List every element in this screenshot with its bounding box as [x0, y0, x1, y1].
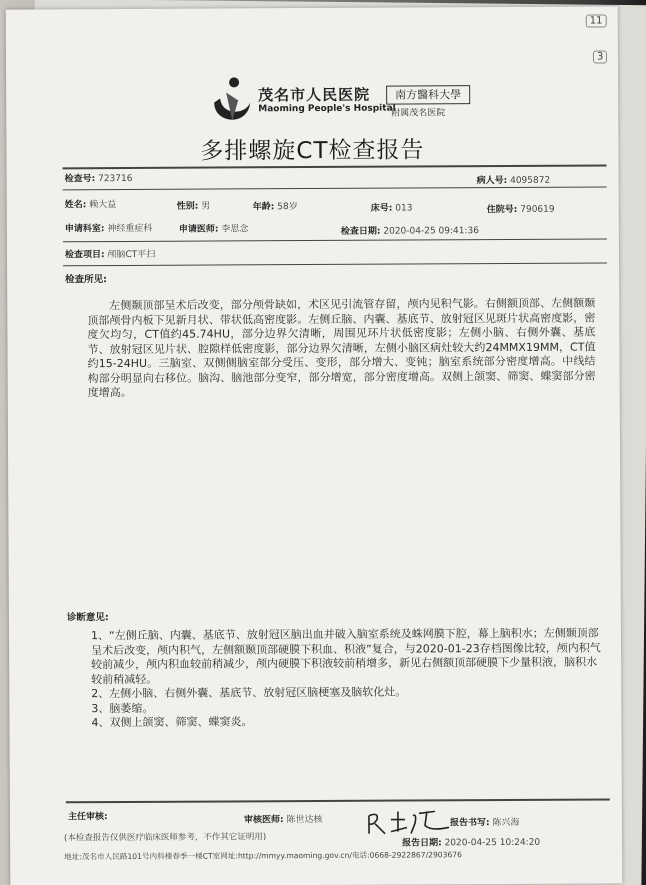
divider-4 — [63, 262, 607, 266]
writer-label: 报告书写: — [449, 818, 490, 829]
bed-label: 床号: — [370, 203, 393, 214]
dept-value: 神经重症科 — [107, 223, 153, 235]
doctor-value: 李思念 — [221, 224, 249, 235]
bed-value: 013 — [395, 203, 413, 214]
inpatient-value: 790619 — [520, 204, 555, 215]
inpatient-no — [487, 202, 555, 215]
report-date-value: 2020-04-25 10:24:20 — [444, 837, 541, 849]
primary-review-label: 主任审核: — [67, 812, 108, 823]
report-paper — [6, 6, 623, 885]
gender-label: 性别: — [176, 201, 199, 212]
request-dept — [65, 221, 153, 234]
exam-date-label: 检查日期: — [340, 226, 381, 237]
handwritten-signature — [365, 805, 455, 837]
exam-date-value: 2020-04-25 09:41:36 — [383, 226, 479, 237]
gender — [177, 199, 211, 212]
patient-name — [65, 197, 117, 210]
patient-no — [477, 173, 551, 186]
hospital-logo — [208, 72, 256, 132]
writer-value: 陈兴海 — [492, 817, 520, 829]
diagnosis-item: 3、脑萎缩。 — [91, 701, 154, 715]
divider-3 — [63, 238, 607, 242]
exam-no — [65, 171, 133, 184]
item-value: 颅脑CT平扫 — [107, 249, 156, 261]
name-value: 赖大益 — [89, 200, 117, 211]
exam-item — [65, 247, 155, 260]
doctor-label: 申请医师: — [178, 224, 219, 235]
patient-no-value: 4095872 — [510, 175, 551, 186]
report-title: 多排螺旋CT检查报告 — [200, 137, 425, 165]
dept-label: 申请科室: — [64, 224, 105, 235]
findings-text: 左侧颞顶部呈术后改变，部分颅骨缺如，术区见引流管存留，颅内见积气影。右侧额顶部、左侧额颞顶部颅骨内板下见新月状、带状低高密度影。左侧丘脑、内囊、基底节、放射冠区见斑片状高密度影，密度欠均匀，CT值约45.74HU，部分边界欠清晰，周围见环片状低密度影；左侧小脑、右侧外囊、基底节、放射冠区见片状、腔隙样低密度影，部分边界欠清晰，左侧小脑区病灶较大约24MMX19MM，CT值约15-24HU。三脑室、双侧侧脑室部分受压、变形，部分增大、变钝；脑室系统部分密度增高。中线结构部分明显向右移位。脑沟、脑池部分变窄，部分增宽，部分密度增高。双侧上颌窦、筛窦、蝶窦部分密度增高。 — [87, 296, 596, 400]
bed-no — [371, 200, 413, 213]
patient-no-label: 病人号: — [476, 175, 508, 187]
hospital-name: 茂名市人民医院 — [258, 85, 371, 105]
divider-sign — [66, 798, 610, 803]
diagnosis-label: 诊断意见: — [66, 612, 109, 624]
request-doctor — [179, 221, 249, 234]
diagnosis-item: 2、左侧小脑、右侧外囊、基底节、放射冠区脑梗塞及脑软化灶。 — [91, 685, 407, 701]
footer-address: 地址:茂名市人民路101号内科楼春季一楼CT室网址:http://mmyy.maoming.gov.cn/电话:0668-2922867/2903676 — [64, 850, 462, 862]
exam-no-value: 723716 — [98, 173, 133, 185]
age-label: 年龄: — [252, 202, 275, 213]
gender-value: 男 — [201, 201, 211, 212]
exam-date — [341, 223, 479, 237]
corner-mark-1: 11 — [586, 14, 607, 27]
reviewer-value: 陈世达核 — [286, 814, 323, 826]
findings-label: 检查所见: — [65, 274, 107, 286]
item-label: 检查项目: — [64, 250, 105, 261]
hospital-name-en: Maoming People's Hospital — [258, 103, 396, 115]
report-writer — [450, 815, 520, 828]
university-affiliation: 附属茂名医院 — [391, 108, 446, 119]
report-date — [402, 835, 540, 849]
diagnosis-item: 1、“左侧丘脑、内囊、基底节、放射冠区脑出血并破入脑室系统及蛛网膜下腔，幕上脑积水；左侧颞顶部呈术后改变，颅内积气，左侧额颞顶部硬膜下积血、积液”复合，与2020-01-23存档图像比较，颅内积气较前减少，颅内积血较前稍减少，颅内硬膜下积液较前稍增多，新见右侧额顶部硬膜下少量积液，脑积水较前稍减轻。 — [90, 626, 601, 686]
name-label: 姓名: — [64, 200, 87, 211]
diagnosis-item: 4、双侧上颌窦、筛窦、蝶窦炎。 — [91, 715, 253, 730]
primary-review — [68, 809, 108, 822]
inpatient-label: 住院号: — [486, 204, 518, 216]
age — [253, 199, 298, 212]
report-date-label: 报告日期: — [402, 838, 442, 849]
disclaimer-note: (本检查报告仅供医疗临床医师参考，不作其它证明用) — [64, 832, 267, 844]
divider-2 — [63, 186, 607, 190]
age-value: 58岁 — [277, 202, 298, 213]
reviewer — [244, 812, 323, 825]
university-seal: 南方醫科大學 — [386, 85, 470, 104]
exam-no-label: 检查号: — [64, 174, 96, 185]
reviewer-label: 审核医师: — [243, 815, 284, 826]
corner-mark-2: 3 — [593, 50, 607, 63]
diagnosis-list — [91, 627, 602, 731]
